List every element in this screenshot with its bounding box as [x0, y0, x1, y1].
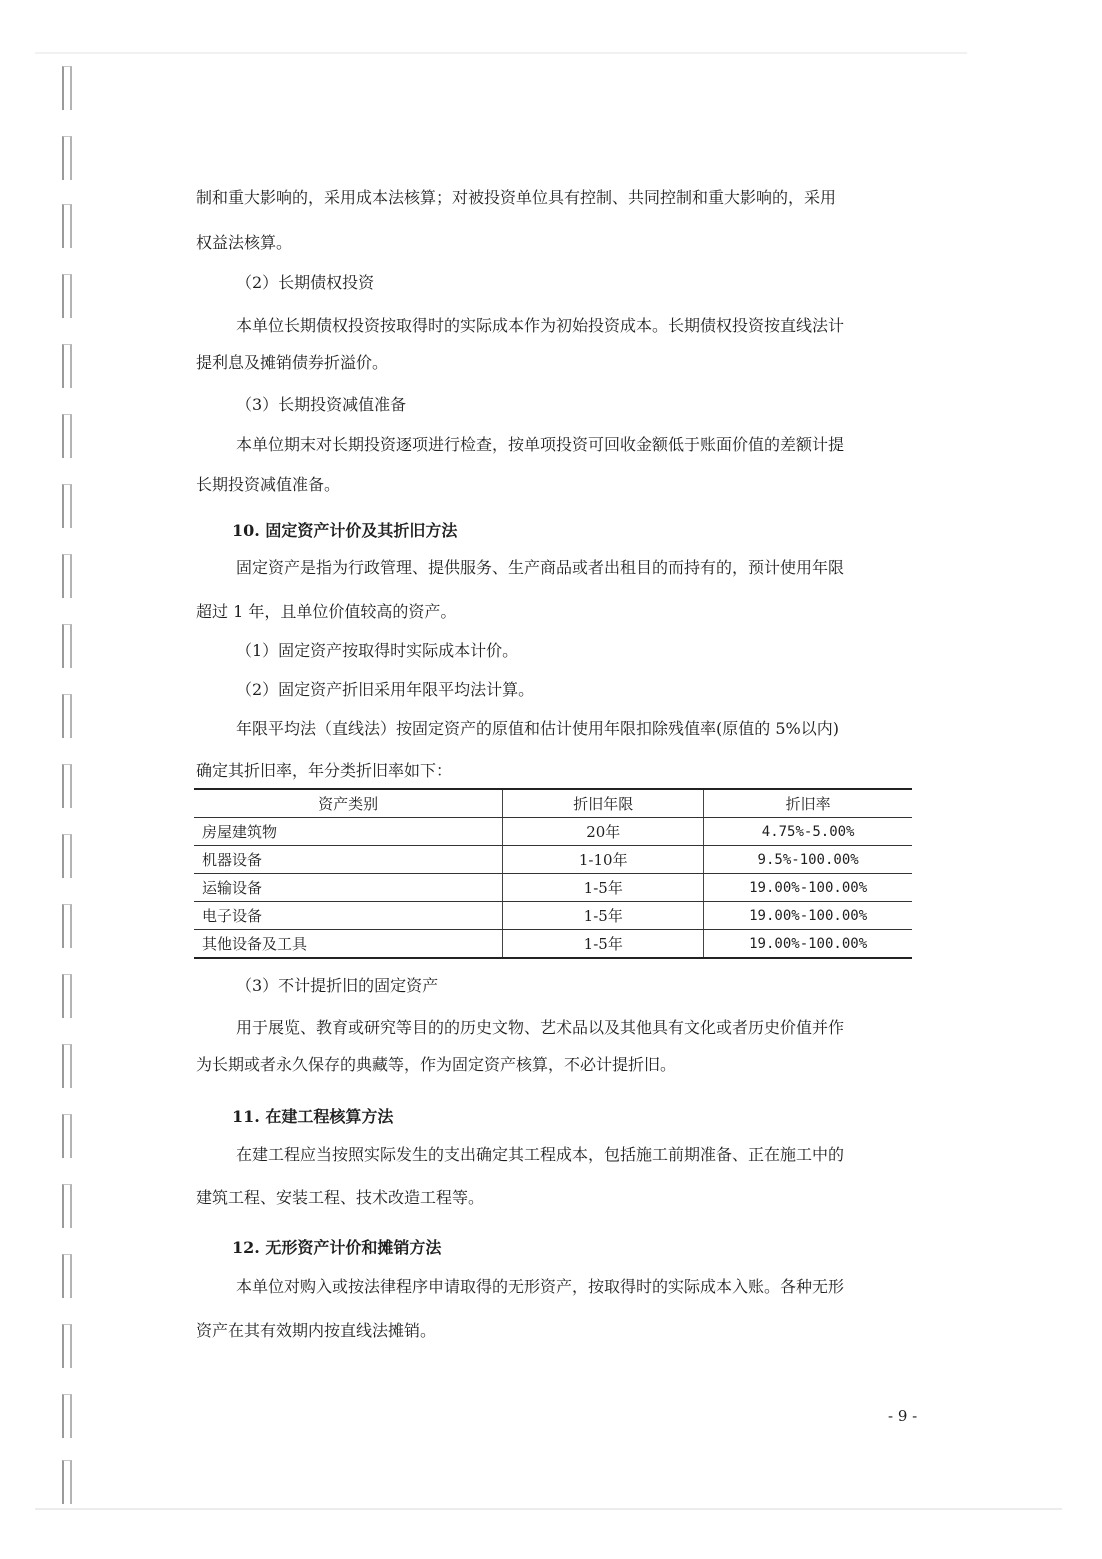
binding-hole-mark	[62, 624, 72, 668]
binding-hole-mark	[62, 694, 72, 738]
table-cell: 1-10年	[503, 846, 704, 874]
table-row	[194, 818, 912, 846]
binding-hole-mark	[62, 1460, 72, 1504]
binding-hole-mark	[62, 904, 72, 948]
list-item: （1）固定资产按取得时实际成本计价。	[236, 641, 519, 660]
binding-hole-mark	[62, 484, 72, 528]
binding-hole-mark	[62, 764, 72, 808]
paragraph-line: 制和重大影响的，采用成本法核算；对被投资单位具有控制、共同控制和重大影响的，采用	[196, 188, 837, 207]
paragraph-line: 本单位期末对长期投资逐项进行检查，按单项投资可回收金额低于账面价值的差额计提	[236, 435, 845, 454]
table-cell: 1-5年	[503, 874, 704, 902]
table-cell: 9.5%-100.00%	[704, 846, 912, 874]
paragraph-line: 确定其折旧率，年分类折旧率如下：	[196, 761, 453, 780]
paragraph-line: 本单位长期债权投资按取得时的实际成本作为初始投资成本。长期债权投资按直线法计	[236, 316, 845, 335]
table-cell: 19.00%-100.00%	[704, 874, 912, 902]
table-cell: 电子设备	[194, 902, 503, 930]
table-row	[194, 846, 912, 874]
table-cell: 19.00%-100.00%	[704, 930, 912, 959]
paragraph-line: 为长期或者永久保存的典藏等，作为固定资产核算，不必计提折旧。	[196, 1055, 677, 1074]
table-cell: 20年	[503, 818, 704, 846]
binding-hole-mark	[62, 1324, 72, 1368]
binding-hole-mark	[62, 204, 72, 248]
section-heading: 12. 无形资产计价和摊销方法	[232, 1238, 442, 1257]
table-cell: 1-5年	[503, 930, 704, 959]
paragraph-line: 资产在其有效期内按直线法摊销。	[196, 1321, 437, 1340]
subsection-title: （3）长期投资减值准备	[236, 395, 407, 414]
binding-hole-mark	[62, 1394, 72, 1438]
table-cell: 其他设备及工具	[194, 930, 503, 959]
list-item: （3）不计提折旧的固定资产	[236, 976, 439, 995]
table-row	[194, 874, 912, 902]
scan-edge-top	[35, 52, 967, 54]
paragraph-line: 提利息及摊销债券折溢价。	[196, 353, 389, 372]
binding-hole-mark	[62, 66, 72, 110]
subsection-title: （2）长期债权投资	[236, 273, 375, 292]
binding-hole-mark	[62, 834, 72, 878]
paragraph-line: 在建工程应当按照实际发生的支出确定其工程成本，包括施工前期准备、正在施工中的	[236, 1145, 845, 1164]
column-header: 折旧率	[704, 789, 912, 818]
table-header-row	[194, 789, 912, 818]
paragraph-line: 本单位对购入或按法律程序申请取得的无形资产，按取得时的实际成本入账。各种无形	[236, 1277, 845, 1296]
paragraph-line: 年限平均法（直线法）按固定资产的原值和估计使用年限扣除残值率(原值的 5%以内)	[236, 719, 839, 738]
binding-hole-mark	[62, 1254, 72, 1298]
paragraph-line: 固定资产是指为行政管理、提供服务、生产商品或者出租目的而持有的，预计使用年限	[236, 558, 845, 577]
table-cell: 运输设备	[194, 874, 503, 902]
table-cell: 1-5年	[503, 902, 704, 930]
binding-hole-mark	[62, 554, 72, 598]
depreciation-table	[194, 788, 912, 959]
paragraph-line: 权益法核算。	[196, 233, 293, 252]
table-cell: 机器设备	[194, 846, 503, 874]
binding-hole-mark	[62, 344, 72, 388]
binding-hole-mark	[62, 414, 72, 458]
binding-hole-mark	[62, 1044, 72, 1088]
binding-hole-mark	[62, 974, 72, 1018]
table-row	[194, 930, 912, 959]
page-number: - 9 -	[888, 1407, 918, 1425]
column-header: 折旧年限	[503, 789, 704, 818]
binding-hole-mark	[62, 274, 72, 318]
list-item: （2）固定资产折旧采用年限平均法计算。	[236, 680, 535, 699]
paragraph-line: 建筑工程、安装工程、技术改造工程等。	[196, 1188, 485, 1207]
column-header: 资产类别	[194, 789, 503, 818]
paragraph-line: 长期投资减值准备。	[196, 475, 341, 494]
table-cell: 4.75%-5.00%	[704, 818, 912, 846]
binding-hole-mark	[62, 1114, 72, 1158]
scan-edge-bottom	[35, 1508, 1062, 1510]
paragraph-line: 超过 1 年，且单位价值较高的资产。	[196, 602, 457, 621]
paragraph-line: 用于展览、教育或研究等目的的历史文物、艺术品以及其他具有文化或者历史价值并作	[236, 1018, 845, 1037]
table-cell: 房屋建筑物	[194, 818, 503, 846]
binding-hole-mark	[62, 136, 72, 180]
table-row	[194, 902, 912, 930]
section-heading: 10. 固定资产计价及其折旧方法	[232, 521, 458, 540]
table-cell: 19.00%-100.00%	[704, 902, 912, 930]
binding-hole-mark	[62, 1184, 72, 1228]
section-heading: 11. 在建工程核算方法	[232, 1107, 394, 1126]
